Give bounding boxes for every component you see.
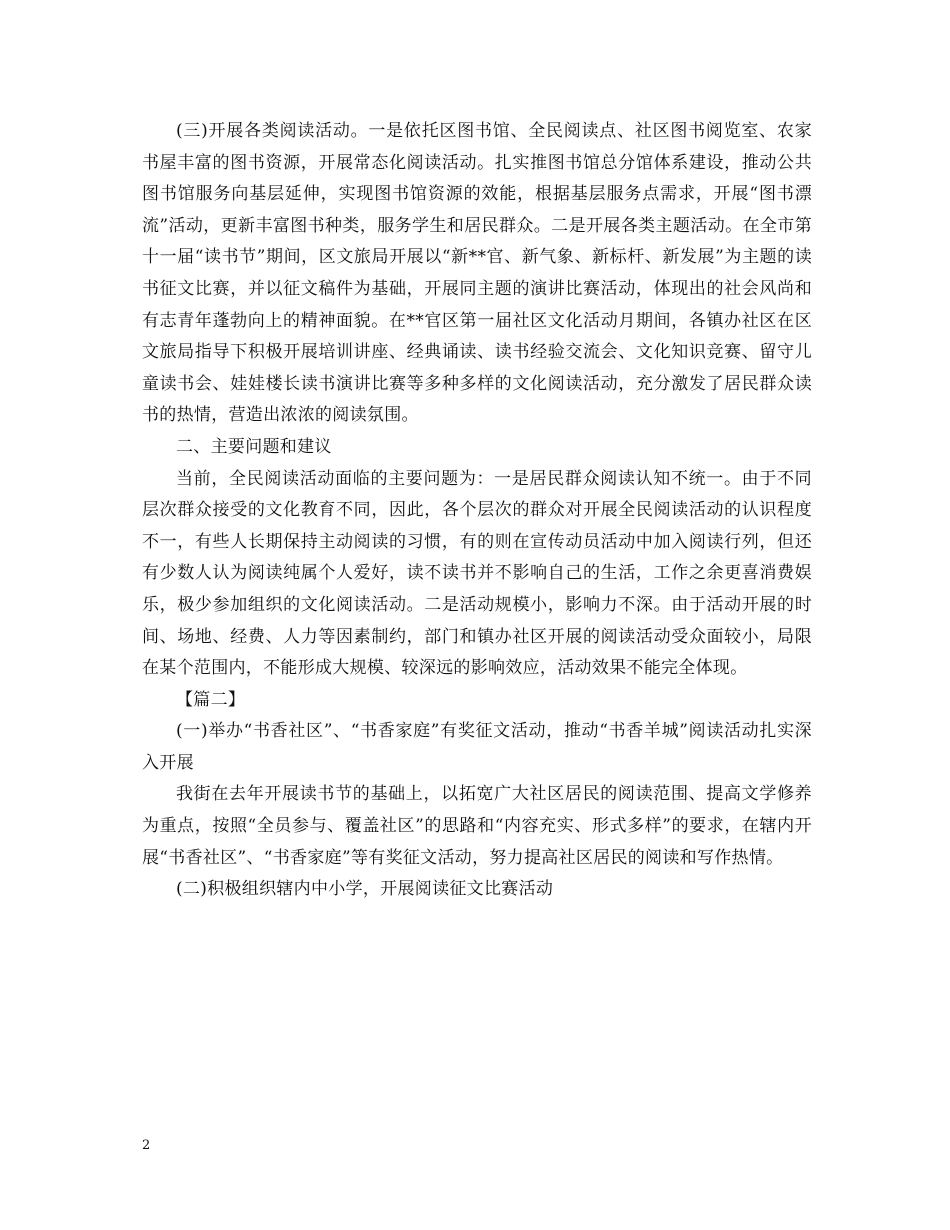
section-heading-part-two: 【篇二】 bbox=[176, 689, 246, 710]
paragraph-essay-contest: (一)举办“书香社区”、“书香家庭”有奖征文活动，推动“书香羊城”阅读活动扎实深入开展 bbox=[142, 721, 812, 773]
paragraph-reading-activities: (三)开展各类阅读活动。一是依托区图书馆、全民阅读点、社区图书阅览室、农家书屋丰富的图书资源，开展常态化阅读活动。扎实推图书馆总分馆体系建设，推动公共图书馆服务向基层延伸，实现图书馆资源的效能，根据基层服务点需求，开展“图书漂流”活动，更新丰富图书种类，服务学生和居民群众。二是开展各类主题活动。在全市第十一届“读书节”期间，区文旅局开展以“新**官、新气象、新标杆、新发展”为主题的读书征文比赛，并以征文稿件为基础，开展同主题的演讲比赛活动，体现出的社会风尚和有志青年蓬勃向上的精神面貌。在**官区第一届社区文化活动月期间，各镇办社区在区文旅局指导下积极开展培训讲座、经典诵读、读书经验交流会、文化知识竞赛、留守儿童读书会、娃娃楼长读书演讲比赛等多种多样的文化阅读活动，充分激发了居民群众读书的热情，营造出浓浓的阅读氛围。 bbox=[142, 121, 812, 426]
paragraph-school-contest: (二)积极组织辖内中小学，开展阅读征文比赛活动 bbox=[176, 879, 554, 900]
paragraph-street-reading: 我街在去年开展读书节的基础上，以拓宽广大社区居民的阅读范围、提高文学修养为重点，按照“全员参与、覆盖社区”的思路和“内容充实、形式多样”的要求，在辖内开展“书香社区”、“书香家庭”等有奖征文活动，努力提高社区居民的阅读和写作热情。 bbox=[142, 784, 812, 868]
document-body bbox=[142, 116, 812, 906]
section-heading-problems: 二、主要问题和建议 bbox=[176, 436, 332, 457]
page-number: 2 bbox=[142, 1138, 151, 1153]
paragraph-main-problems: 当前，全民阅读活动面临的主要问题为：一是居民群众阅读认知不统一。由于不同层次群众接受的文化教育不同，因此，各个层次的群众对开展全民阅读活动的认识程度不一，有些人长期保持主动阅读的习惯，有的则在宣传动员活动中加入阅读行列，但还有少数人认为阅读纯属个人爱好，读不读书并不影响自己的生活，工作之余更喜消费娱乐，极少参加组织的文化阅读活动。二是活动规模小，影响力不深。由于活动开展的时间、场地、经费、人力等因素制约，部门和镇办社区开展的阅读活动受众面较小，局限在某个范围内，不能形成大规模、较深远的影响效应，活动效果不能完全体现。 bbox=[142, 468, 812, 679]
